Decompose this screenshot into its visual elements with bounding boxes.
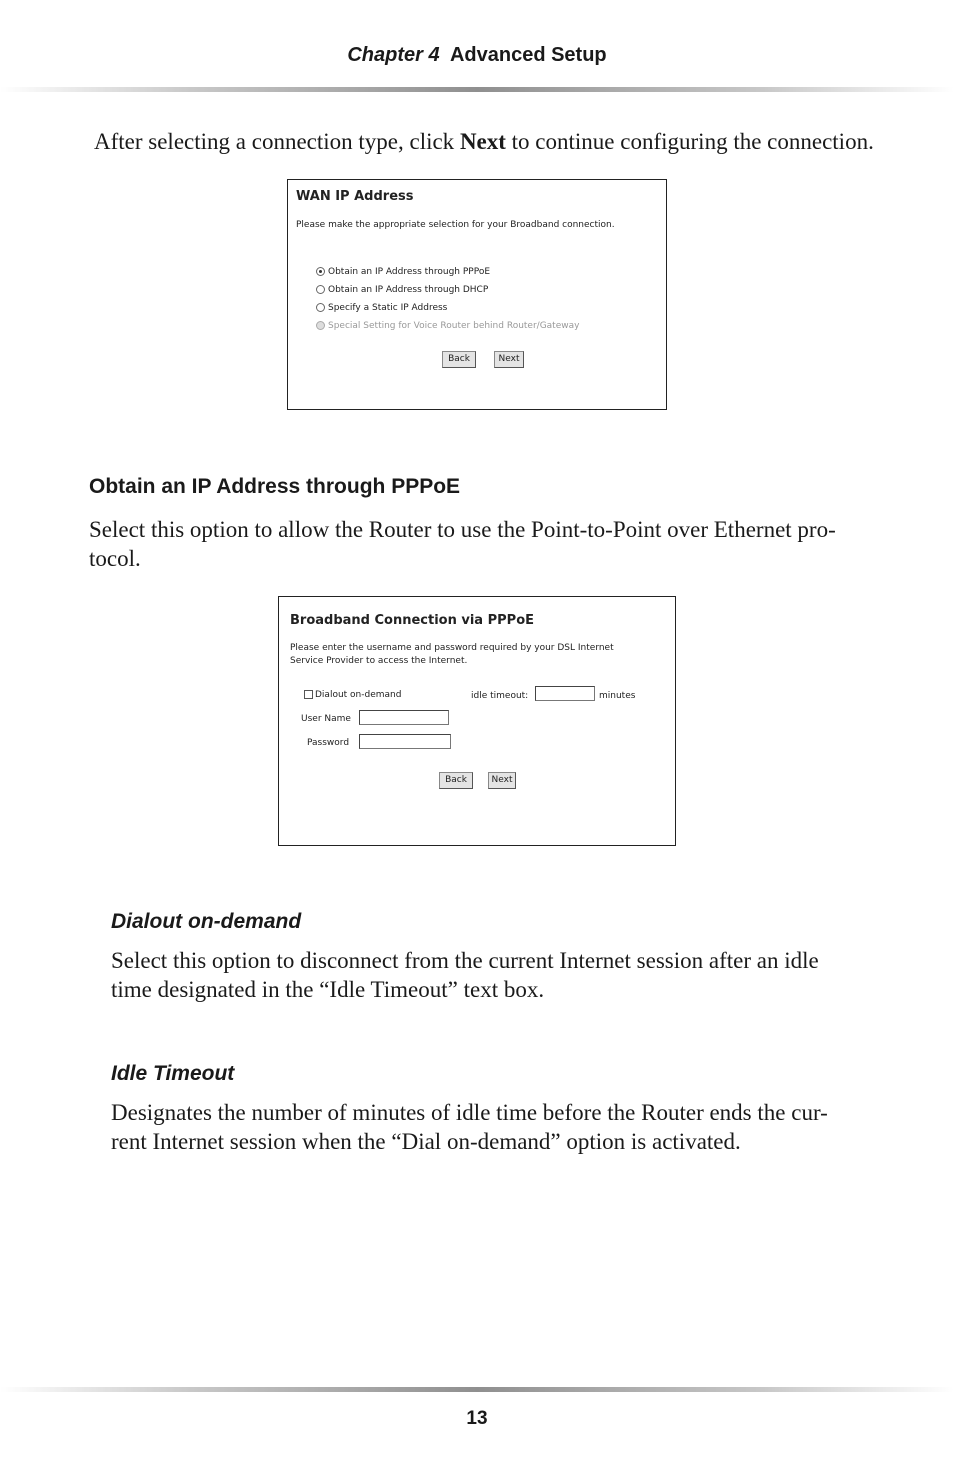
dialout-label: Dialout on-demand	[315, 690, 402, 700]
pppoe-paragraph: Select this option to allow the Router to use the Point-to-Point over Ethernet pro- tocol.	[89, 517, 836, 571]
username-label: User Name	[301, 714, 351, 724]
wan-description: Please make the appropriate selection for your Broadband connection.	[296, 220, 615, 230]
option-voice-router-label: Special Setting for Voice Router behind Router/Gateway	[328, 321, 580, 331]
wan-ip-screenshot	[287, 179, 667, 410]
footer-rule	[0, 1387, 954, 1392]
idle-heading: Idle Timeout	[111, 1062, 235, 1085]
idle-timeout-input[interactable]	[535, 686, 595, 701]
password-label: Password	[307, 738, 350, 748]
pppoe-screenshot	[278, 596, 676, 846]
pppoe-desc-line1: Please enter the username and password required by your DSL Internet	[290, 643, 614, 653]
pppoe-desc-line2: Service Provider to access the Internet.	[290, 656, 468, 666]
radio-static[interactable]	[316, 303, 325, 312]
intro-paragraph: After selecting a connection type, click Next to continue configuring the connection.	[94, 129, 874, 154]
next-button[interactable]: Next	[494, 351, 524, 368]
wan-title: WAN IP Address	[296, 189, 414, 204]
chapter-title: Advanced Setup	[449, 44, 607, 66]
minutes-label: minutes	[599, 691, 636, 701]
back-button[interactable]: Back	[439, 772, 473, 789]
radio-pppoe[interactable]	[316, 267, 325, 276]
option-pppoe-label: Obtain an IP Address through PPPoE	[328, 267, 491, 277]
pppoe-heading: Obtain an IP Address through PPPoE	[89, 475, 461, 498]
radio-voice-router	[316, 321, 325, 330]
chapter-label: Chapter 4	[347, 44, 440, 66]
header-rule	[0, 87, 954, 92]
option-static-label: Specify a Static IP Address	[328, 303, 448, 313]
idle-timeout-label: idle timeout:	[471, 691, 529, 701]
dialout-paragraph: Select this option to disconnect from the current Internet session after an idle time designated in the “Idle Timeout” text box.	[111, 948, 819, 1002]
next-button[interactable]: Next	[488, 772, 516, 789]
running-header	[0, 44, 954, 67]
pppoe-title: Broadband Connection via PPPoE	[290, 613, 535, 628]
dialout-checkbox[interactable]	[304, 690, 313, 699]
back-button[interactable]: Back	[442, 351, 476, 368]
password-input[interactable]	[359, 734, 451, 749]
option-dhcp-label: Obtain an IP Address through DHCP	[328, 285, 489, 295]
idle-paragraph: Designates the number of minutes of idle time before the Router ends the cur- rent Internet session when the “Dial on-demand” option is activated.	[111, 1100, 828, 1154]
username-input[interactable]	[359, 710, 449, 725]
next-emphasis: Next	[459, 129, 506, 154]
dialout-heading: Dialout on-demand	[111, 910, 302, 933]
page-number: 13	[466, 1408, 488, 1429]
radio-dhcp[interactable]	[316, 285, 325, 294]
